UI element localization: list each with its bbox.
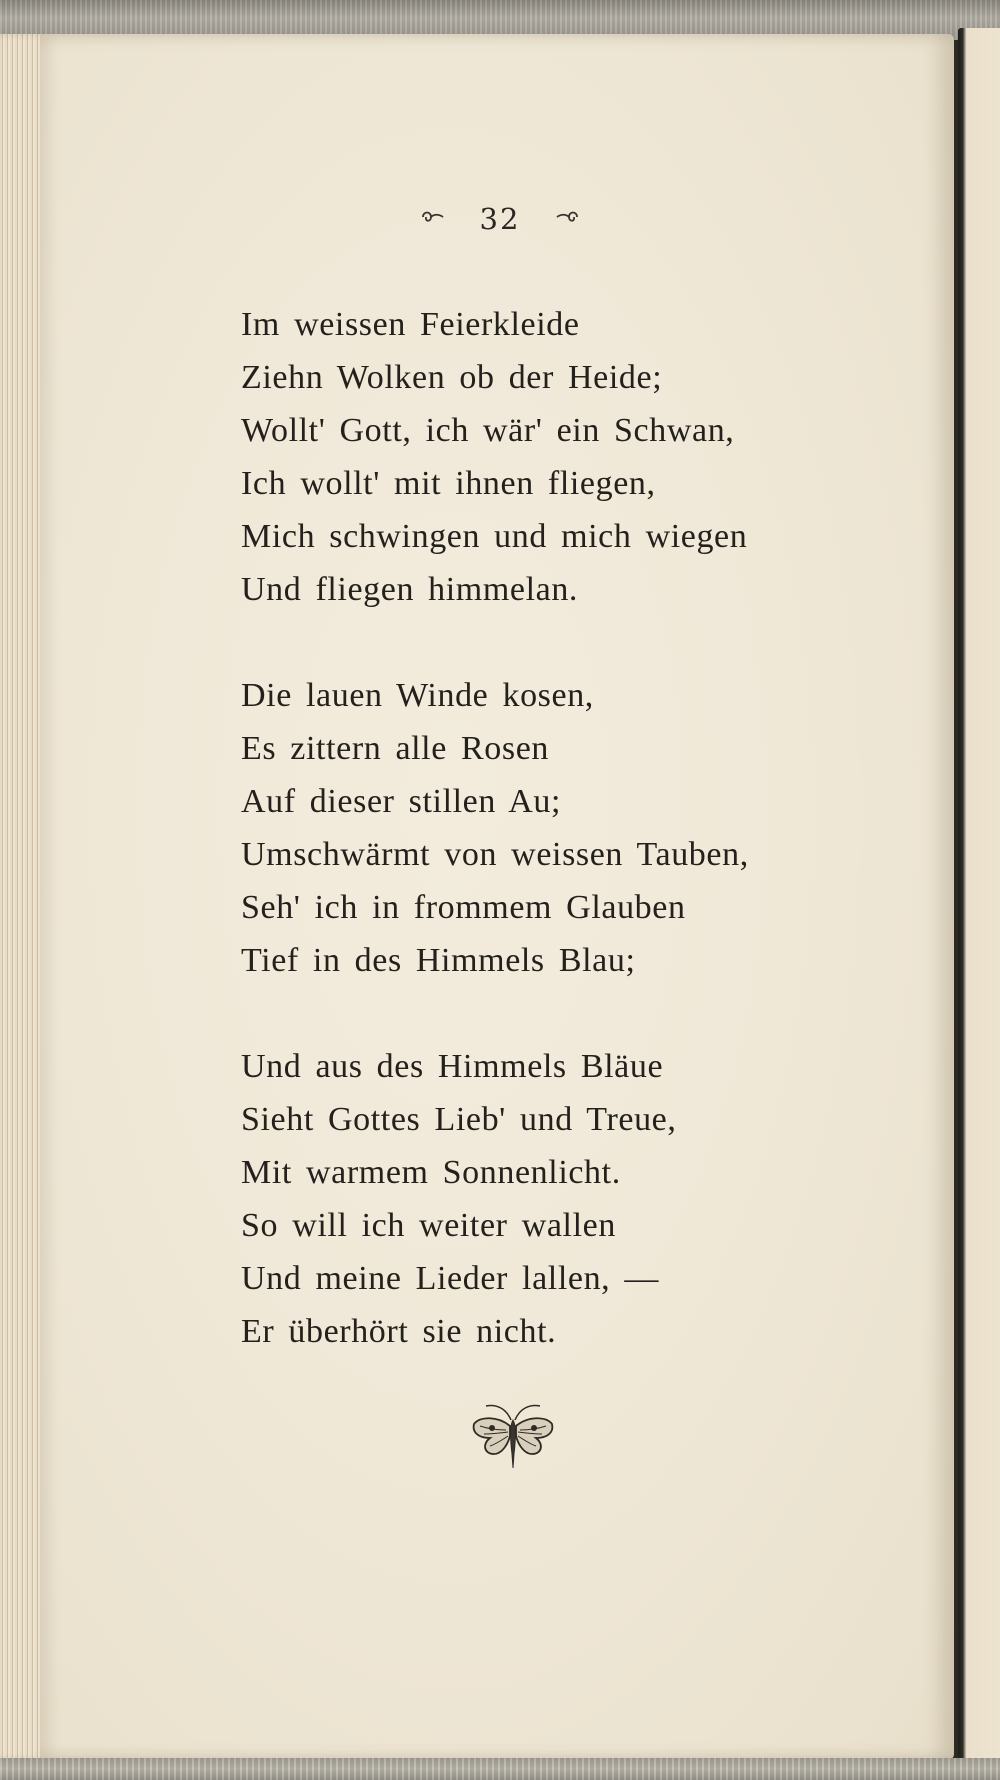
poem-line: Im weissen Feierkleide <box>241 306 580 343</box>
poem-line: Ich wollt' mit ihnen fliegen, <box>241 465 656 502</box>
ornament-left-icon <box>420 207 446 232</box>
poem-line: Mich schwingen und mich wiegen <box>241 518 748 555</box>
poem-line: Mit warmem Sonnenlicht. <box>241 1154 621 1191</box>
poem-line: Er überhört sie nicht. <box>241 1313 557 1350</box>
moth-icon <box>468 1398 558 1478</box>
poem-line: Wollt' Gott, ich wär' ein Schwan, <box>241 412 735 449</box>
poem-line: Und aus des Himmels Bläue <box>241 1048 664 1085</box>
next-page-edge <box>958 28 1000 1758</box>
poem-line: Sieht Gottes Lieb' und Treue, <box>241 1101 677 1138</box>
stanza-1 <box>241 298 821 616</box>
poem-line: Es zittern alle Rosen <box>241 730 550 767</box>
poem-text <box>241 298 821 1411</box>
poem-line: Umschwärmt von weissen Tauben, <box>241 836 749 873</box>
poem-line: So will ich weiter wallen <box>241 1207 616 1244</box>
cloth-binding-bottom <box>0 1758 1000 1780</box>
poem-line: Die lauen Winde kosen, <box>241 677 594 714</box>
poem-line: Tief in des Himmels Blau; <box>241 942 636 979</box>
page-header <box>0 200 1000 236</box>
poem-line: Auf dieser stillen Au; <box>241 783 561 820</box>
poem-line: Ziehn Wolken ob der Heide; <box>241 359 663 396</box>
ornament-right-icon <box>554 207 580 232</box>
stanza-3 <box>241 1040 821 1358</box>
stanza-2 <box>241 669 821 987</box>
poem-line: Und fliegen himmelan. <box>241 571 579 608</box>
page-number: 32 <box>479 202 521 236</box>
poem-line: Seh' ich in frommem Glauben <box>241 889 686 926</box>
poem-line: Und meine Lieder lallen, — <box>241 1260 659 1297</box>
